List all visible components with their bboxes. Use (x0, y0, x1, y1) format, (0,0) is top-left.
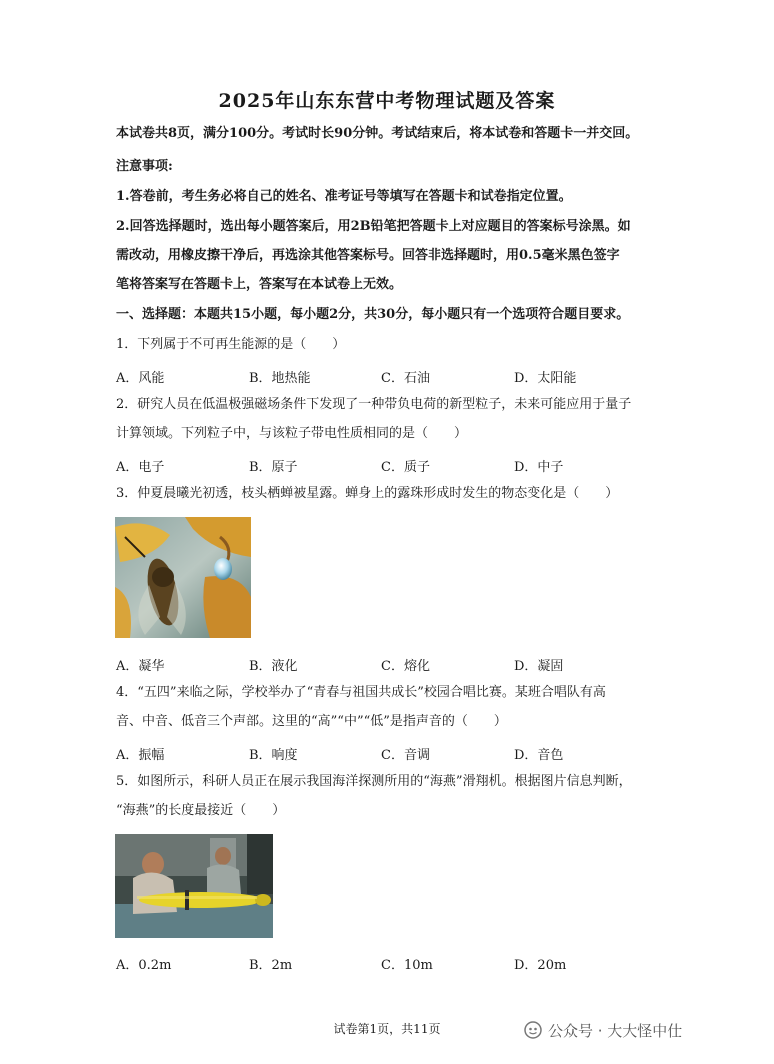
notice-title: 注意事项: (116, 159, 173, 174)
option-b: B．响度 (249, 748, 298, 763)
option-b: B．2m (249, 958, 293, 973)
question-5-stem-line-1: 5．如图所示，科研人员正在展示我国海洋探测所用的“海燕”滑翔机。根据图片信息判断， (116, 774, 632, 789)
question-3-options (116, 655, 676, 673)
option-c: C．10m (381, 958, 433, 973)
option-c: C．音调 (381, 748, 430, 763)
notice-item-1: 1.答卷前，考生务必将自己的姓名、准考证号等填写在答题卡和试卷指定位置。 (116, 189, 572, 204)
option-a: A．0.2m (116, 958, 172, 973)
page-title: 2025年山东东营中考物理试题及答案 (218, 90, 556, 112)
option-a: A．振幅 (116, 748, 165, 763)
option-b: B．原子 (249, 460, 298, 475)
option-d: D．20m (514, 958, 567, 973)
glider-illustration (115, 834, 273, 938)
option-c: C．熔化 (381, 659, 430, 674)
wechat-watermark (524, 1018, 682, 1042)
option-c: C．质子 (381, 460, 430, 475)
question-1-stem: 1．下列属于不可再生能源的是（ ） (116, 337, 346, 352)
question-2-options (116, 456, 676, 474)
notice-item-2-line-3: 笔将答案写在答题卡上，答案写在本试卷上无效。 (116, 277, 403, 292)
question-2-stem-line-2: 计算领域。下列粒子中，与该粒子带电性质相同的是（ ） (116, 426, 468, 441)
notice-item-2-line-2: 需改动，用橡皮擦干净后，再选涂其他答案标号。回答非选择题时，用0.5毫米黑色签字 (116, 248, 620, 263)
option-a: A．风能 (116, 371, 165, 386)
question-5-options (116, 954, 676, 972)
notice-item-2-line-1: 2.回答选择题时，选出每小题答案后，用2B铅笔把答题卡上对应题目的答案标号涂黑。如 (116, 219, 631, 234)
question-1-options (116, 367, 676, 385)
question-4-stem-line-2: 音、中音、低音三个声部。这里的“高”“中”“低”是指声音的（ ） (116, 714, 507, 729)
option-c: C．石油 (381, 371, 430, 386)
section-heading: 一、选择题：本题共15小题，每小题2分，共30分，每小题只有一个选项符合题目要求。 (116, 307, 630, 322)
wechat-official-account-icon (524, 1021, 542, 1039)
exam-intro: 本试卷共8页，满分100分。考试时长90分钟。考试结束后，将本试卷和答题卡一并交回。 (116, 126, 639, 141)
question-5-stem-line-2: “海燕”的长度最接近（ ） (116, 803, 286, 818)
option-d: D．太阳能 (514, 371, 577, 386)
option-b: B．地热能 (249, 371, 311, 386)
option-a: A．凝华 (116, 659, 165, 674)
watermark-text: 公众号 · 大大怪中仕 (548, 1021, 683, 1040)
cicada-illustration (115, 517, 251, 638)
option-a: A．电子 (116, 460, 165, 475)
option-d: D．凝固 (514, 659, 564, 674)
question-4-stem-line-1: 4．“五四”来临之际，学校举办了“青春与祖国共成长”校园合唱比赛。某班合唱队有高 (116, 685, 606, 700)
cicada-dewdrop-photo (115, 517, 251, 638)
option-d: D．音色 (514, 748, 564, 763)
question-4-options (116, 744, 676, 762)
option-d: D．中子 (514, 460, 564, 475)
page-footer: 试卷第1页，共11页 (333, 1022, 441, 1036)
option-b: B．液化 (249, 659, 298, 674)
glider-photo (115, 834, 273, 938)
question-2-stem-line-1: 2．研究人员在低温极强磁场条件下发现了一种带负电荷的新型粒子，未来可能应用于量子 (116, 397, 632, 412)
question-3-stem: 3．仲夏晨曦光初透，枝头栖蝉被星露。蝉身上的露珠形成时发生的物态变化是（ ） (116, 486, 619, 501)
